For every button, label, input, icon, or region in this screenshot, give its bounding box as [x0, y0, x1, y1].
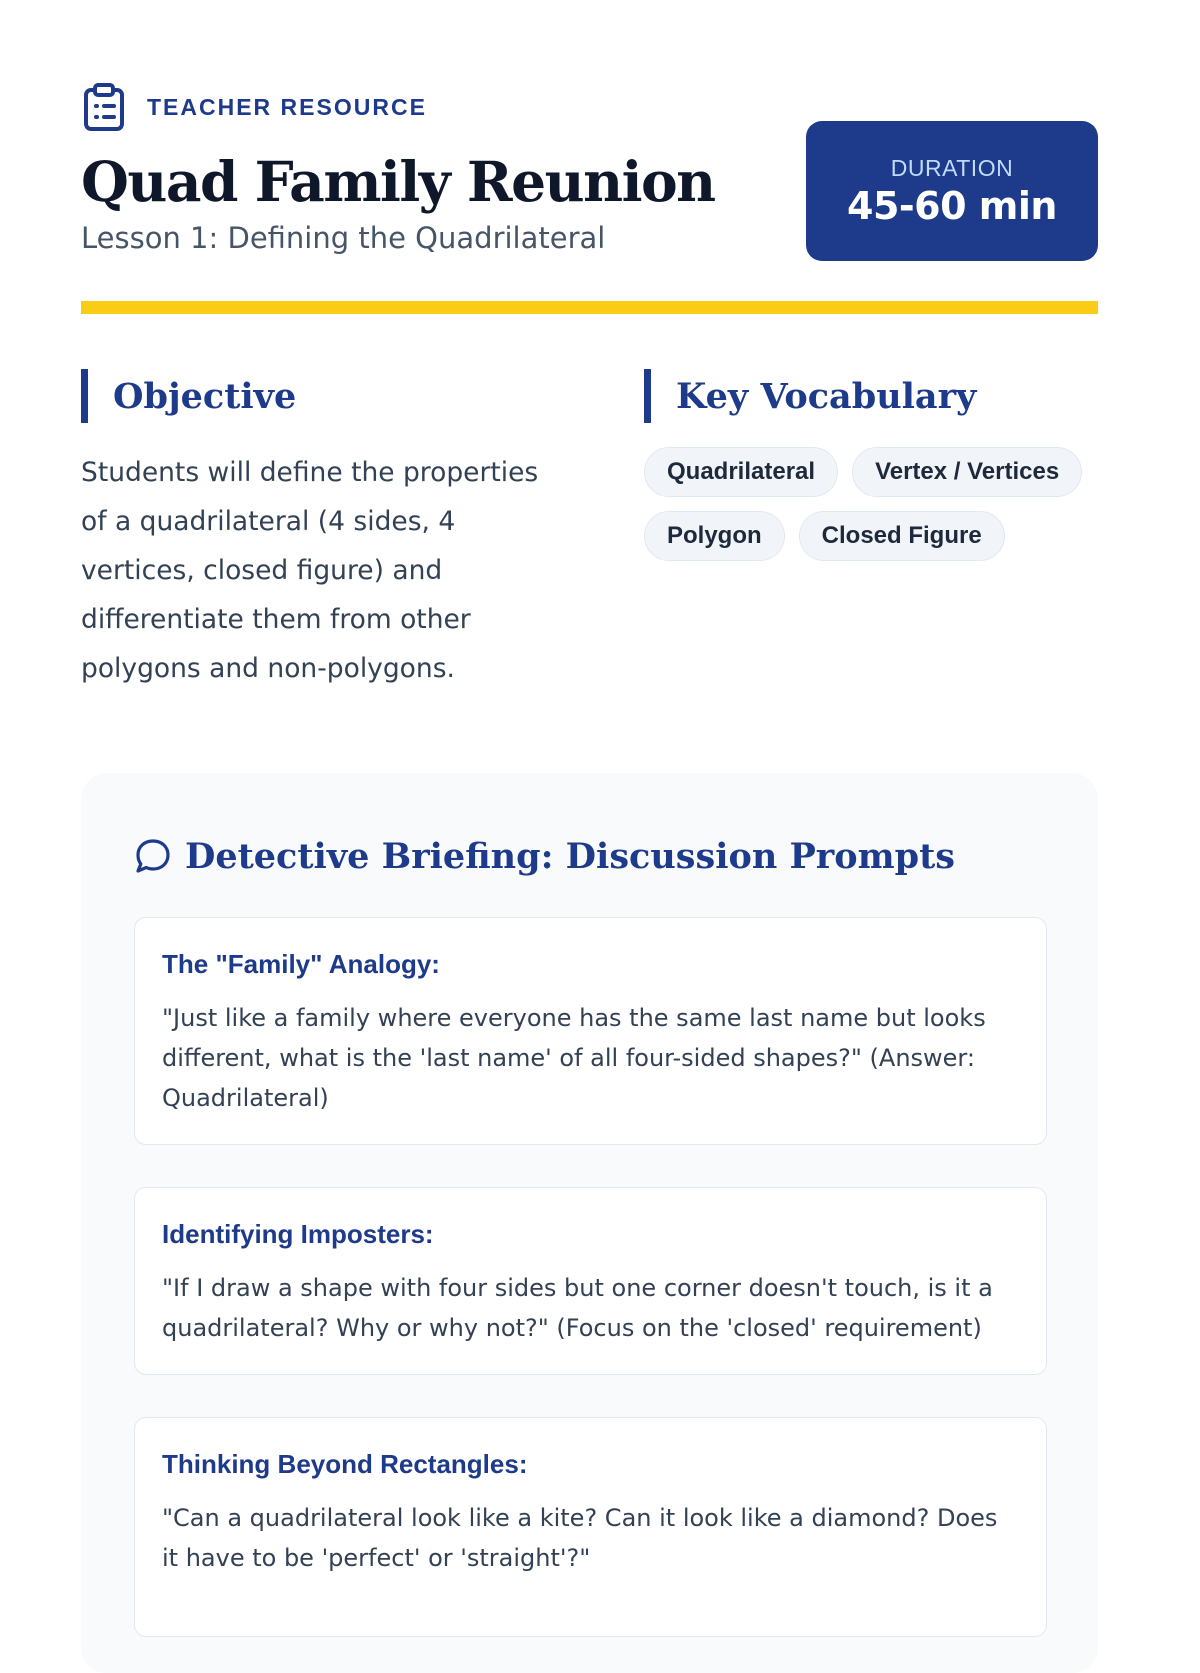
page-subtitle: Lesson 1: Defining the Quadrilateral	[81, 221, 606, 255]
clipboard-list-icon	[81, 82, 127, 132]
duration-value: 45-60 min	[847, 183, 1057, 228]
discussion-heading	[133, 829, 955, 883]
objective-heading: Objective	[81, 369, 296, 423]
vocabulary-list	[644, 447, 1104, 561]
eyebrow-label: TEACHER RESOURCE	[147, 93, 427, 120]
vocabulary-heading: Key Vocabulary	[644, 369, 976, 423]
duration-label: DURATION	[890, 154, 1014, 181]
prompt-card	[134, 1417, 1047, 1637]
prompt-card	[134, 1187, 1047, 1375]
vocabulary-chip: Polygon	[644, 511, 785, 561]
overview-section	[81, 314, 1098, 770]
prompt-card	[134, 917, 1047, 1145]
header-divider	[81, 301, 1098, 314]
prompt-title: Thinking Beyond Rectangles:	[162, 1449, 528, 1479]
prompt-title: The "Family" Analogy:	[162, 949, 440, 979]
vocabulary-chip: Vertex / Vertices	[852, 447, 1082, 497]
objective-text: Students will define the properties of a quadrilateral (4 sides, 4 vertices, closed figure) and differentiate them from other polygons and non-polygons.	[81, 457, 539, 684]
lesson-header	[81, 0, 1098, 314]
prompt-title: Identifying Imposters:	[162, 1219, 434, 1249]
prompt-text: "Just like a family where everyone has the same last name but looks different, what is the 'last name' of all four-sided shapes?" (Answer: Quadrilateral)	[162, 1004, 986, 1112]
eyebrow	[81, 82, 427, 132]
duration-badge	[806, 121, 1098, 261]
discussion-panel	[81, 773, 1098, 1673]
speech-bubble-icon	[133, 836, 173, 876]
discussion-title: Detective Briefing: Discussion Prompts	[185, 835, 955, 877]
vocabulary-chip: Quadrilateral	[644, 447, 838, 497]
page-title: Quad Family Reunion	[81, 149, 715, 214]
prompt-text: "If I draw a shape with four sides but one corner doesn't touch, is it a quadrilateral? Why or why not?" (Focus on the 'closed' requirement)	[162, 1274, 993, 1342]
vocabulary-chip: Closed Figure	[799, 511, 1005, 561]
prompt-text: "Can a quadrilateral look like a kite? Can it look like a diamond? Does it have to be 'perfect' or 'straight'?"	[162, 1504, 998, 1572]
